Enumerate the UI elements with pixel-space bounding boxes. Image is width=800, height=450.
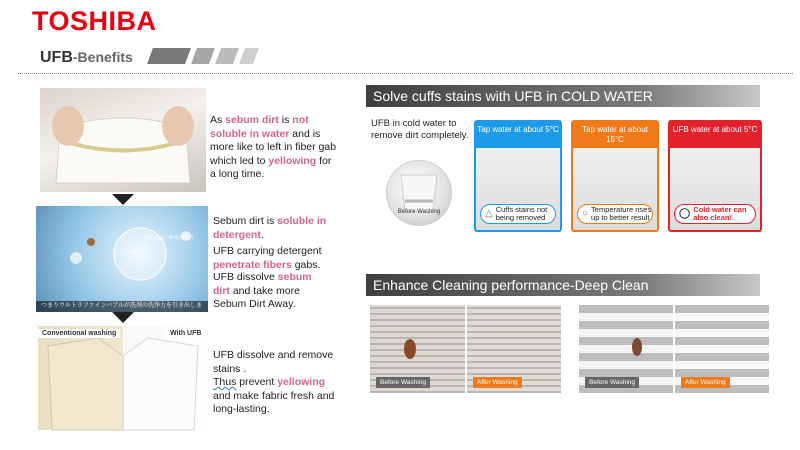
flow-arrow-1 xyxy=(112,194,134,205)
circle-icon: ○ xyxy=(582,207,589,219)
txt-underlined: Thus xyxy=(213,376,237,388)
triangle-icon: △ xyxy=(485,207,493,219)
highlight: yellowing xyxy=(268,154,317,167)
cold-water-desc: UFB in cold water to remove dirt completely. xyxy=(371,118,469,141)
shirts-graphic xyxy=(38,326,208,430)
detergent-label: 洗浄成分 / 界面活性剤 xyxy=(144,235,194,241)
txt: UFB dissolve and remove stains . xyxy=(213,349,334,375)
text-block-sebum xyxy=(210,114,340,182)
ufb-label: With UFB xyxy=(166,329,205,338)
title-tab-3 xyxy=(215,48,239,64)
before-washing-label: Before Washing xyxy=(397,209,441,215)
plaid-before-photo xyxy=(370,305,465,393)
highlight: yellowing xyxy=(277,376,326,388)
after-label: After Washing xyxy=(681,377,730,388)
txt: UFB dissolve xyxy=(213,271,278,283)
toshiba-logo: TOSHIBA xyxy=(32,6,157,36)
txt: for a long time. xyxy=(210,154,332,180)
highlight: not soluble in water xyxy=(210,114,309,140)
caption-text: Cuffs stains not being removed xyxy=(495,204,548,222)
collar-illustration xyxy=(40,88,206,192)
plaid-after-photo xyxy=(467,305,561,393)
bubble-illustration xyxy=(36,206,208,320)
card-tap-15c xyxy=(571,120,659,232)
bubble-caption: つまりウルトラファインバブルが洗剤の洗浄力を引き出します。 xyxy=(36,301,208,312)
highlight: sebum dirt xyxy=(225,114,279,126)
after-label: After Washing xyxy=(473,377,522,388)
before-washing-circle xyxy=(386,160,452,226)
header-divider xyxy=(18,73,793,74)
title-tab-1 xyxy=(147,48,191,64)
deep-clean-band: Enhance Cleaning performance-Deep Clean xyxy=(366,274,760,296)
cuff-graphic xyxy=(387,161,451,225)
txt: UFB carrying detergent xyxy=(213,245,322,257)
card-caption xyxy=(480,204,556,224)
txt: gabs. xyxy=(291,258,321,271)
txt: and take more Sebum Dirt Away. xyxy=(213,284,300,310)
text-block-remove xyxy=(213,349,345,417)
bubble-graphic xyxy=(36,206,208,312)
section-title-suffix: -Benefits xyxy=(72,49,133,65)
card-caption xyxy=(674,204,756,224)
txt: and is more like to left in fiber gab which led to xyxy=(210,127,337,167)
card-caption xyxy=(577,204,653,224)
highlight: soluble in detergent xyxy=(213,215,327,241)
section-title xyxy=(40,49,133,67)
title-tab-2 xyxy=(191,48,215,64)
comparison-photo xyxy=(38,326,208,430)
txt: Sebum dirt is xyxy=(213,215,278,227)
card-head: Tap water at about 15°C xyxy=(573,122,657,148)
caption-text: Temperature rises up to better result xyxy=(591,204,652,222)
txt: prevent xyxy=(236,376,278,388)
text-block-soluble xyxy=(213,215,331,242)
striped-before-photo xyxy=(579,305,673,393)
cold-water-band: Solve cuffs stains with UFB in COLD WATER xyxy=(366,85,760,107)
highlight: penetrate fibers xyxy=(213,258,292,271)
before-label: Before Washing xyxy=(585,377,639,388)
section-title-main: UFB xyxy=(40,49,73,66)
card-ufb-5c xyxy=(668,120,762,232)
txt: and make fabric fresh and long-lasting. xyxy=(213,389,335,415)
before-label: Before Washing xyxy=(376,377,430,388)
text-block-penetrate xyxy=(213,245,333,272)
bubble-label: ウルトラファインバブル xyxy=(126,250,156,262)
txt: is xyxy=(278,114,293,126)
striped-after-photo xyxy=(675,305,769,393)
card-head: UFB water at about 5°C xyxy=(670,122,760,148)
card-head: Tap water at about 5°C xyxy=(476,122,560,148)
txt: As xyxy=(210,114,226,126)
highlight: sebum dirt xyxy=(213,271,312,297)
card-tap-5c xyxy=(474,120,562,232)
flow-arrow-2 xyxy=(112,312,134,323)
collar-photo xyxy=(40,88,206,192)
caption-text: Cold water can also clean! xyxy=(693,204,747,222)
double-circle-icon: ◯ xyxy=(679,207,691,219)
text-block-dissolve xyxy=(213,271,325,312)
title-tab-4 xyxy=(239,48,259,64)
conventional-label: Conventional washing xyxy=(38,329,120,338)
txt: . xyxy=(260,228,264,241)
